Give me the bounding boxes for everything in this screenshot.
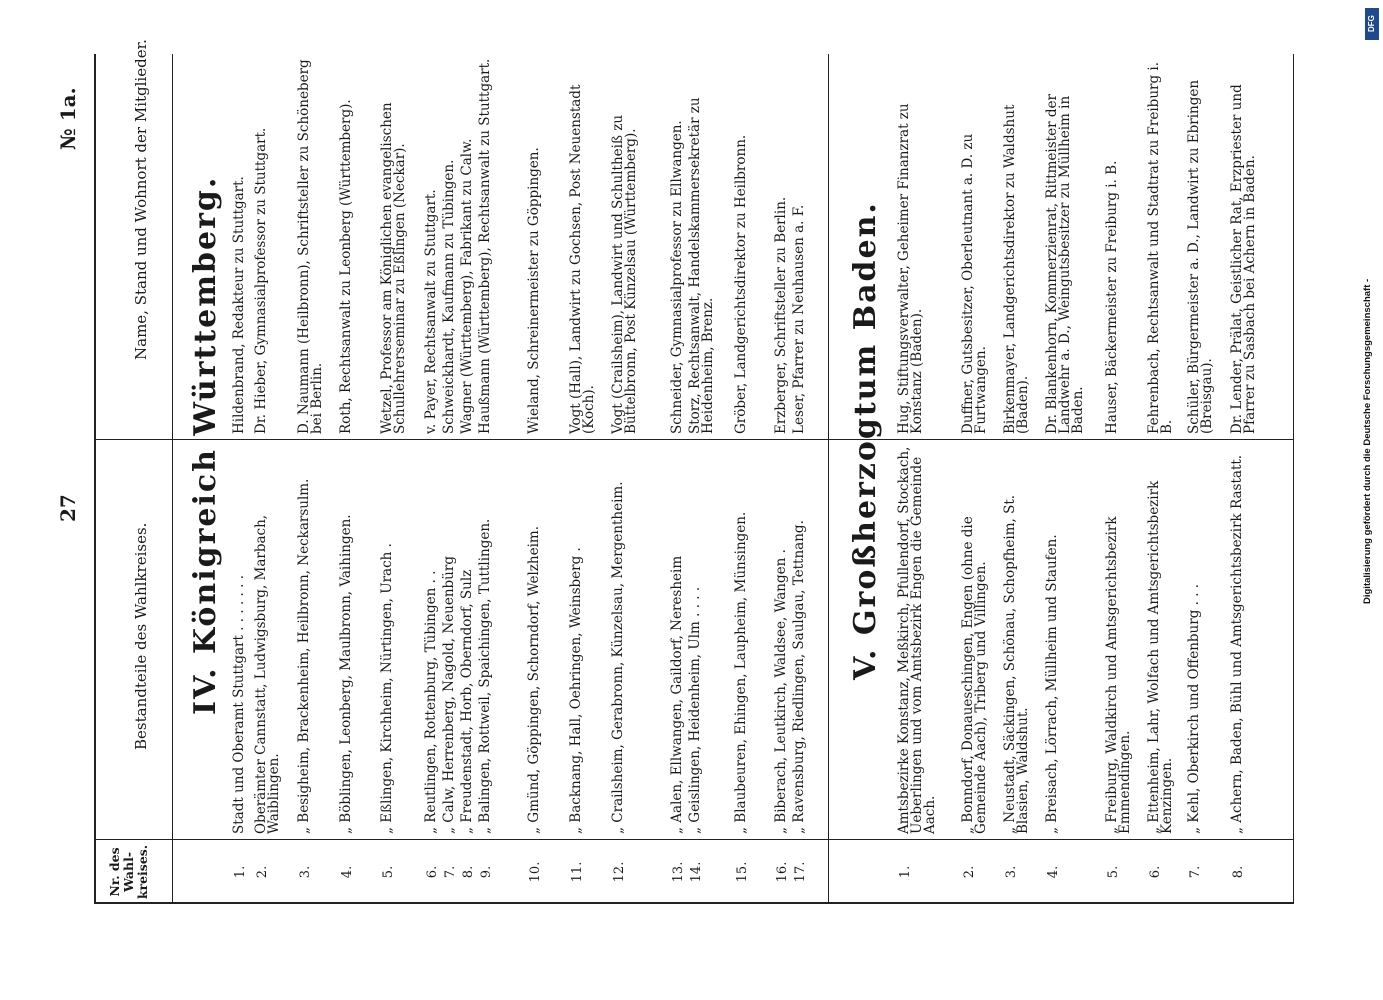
row-number: 8. [1231, 865, 1246, 879]
district-cell: „ Freiburg, Waldkirch und Amtsgerichtsbezirk Emmendingen. [1104, 516, 1133, 834]
district-cell: „ Kehl, Oberkirch und Offenburg . . . [1186, 583, 1202, 834]
member-cell: Vogt (Hall), Landwirt zu Gochsen, Post Neuenstadt (Koch). [568, 84, 597, 434]
col-header-nr: Nr. des Wahl-kreises. [107, 844, 150, 900]
col-sep-1 [94, 839, 1294, 840]
district-cell: „ Calw, Herrenberg, Nagold, Neuenbürg [441, 556, 457, 834]
district-cell: „ Bonndorf, Donaueschingen, Engen (ohne die Gemeinde Aach), Triberg und Villingen. [960, 516, 989, 834]
district-cell: „ Geislingen, Heidenheim, Ulm . . . . [687, 586, 703, 834]
member-cell: v. Payer, Rechtsanwalt zu Stuttgart. [423, 189, 439, 434]
district-cell: „ Freudenstadt, Horb, Oberndorf, Sulz [459, 569, 475, 834]
district-cell: „ Biberach, Leutkirch, Waldsee, Wangen . [773, 549, 789, 834]
issue-number: № 1a. [56, 87, 80, 150]
district-cell: „ Aalen, Ellwangen, Gaildorf, Neresheim [669, 555, 685, 834]
section-title-wuerttemberg: IV. Königreich Württemberg. [188, 175, 223, 715]
member-cell: D. Naumann (Heilbronn), Schriftsteller zu Schöneberg bei Berlin. [296, 59, 325, 434]
col-header-bestandteile: Bestandteile des Wahlkreises. [132, 522, 150, 750]
member-cell: Birkenmayer, Landgerichtsdirektor zu Waldshut (Baden). [1002, 104, 1031, 434]
row-number: 1. [233, 865, 248, 879]
member-cell: Wetzel, Professor am Königlichen evangelischen Schullehrerseminar zu Eßlingen (Neckar). [379, 102, 408, 434]
district-cell: „ Eßlingen, Kirchheim, Nürtingen, Urach . [379, 543, 395, 834]
section-separator [828, 54, 829, 904]
row-number: 6. [1148, 865, 1163, 879]
member-cell: Haußmann (Württemberg), Rechtsanwalt zu Stuttgart. [477, 58, 493, 434]
district-cell: „ Reutlingen, Rottenburg, Tübingen . . [423, 570, 439, 834]
row-number: 3. [298, 865, 313, 879]
row-number: 2. [962, 865, 977, 879]
member-cell: Erzberger, Schriftsteller zu Berlin. [773, 196, 789, 434]
member-cell: Wagner (Württemberg), Fabrikant zu Calw. [459, 138, 475, 434]
row-number: 2. [255, 865, 270, 879]
top-rule [94, 54, 96, 904]
row-number: 13. [671, 861, 686, 883]
district-cell: „ Blaubeuren, Ehingen, Laupheim, Münsingen. [733, 511, 749, 834]
row-number: 11. [570, 861, 585, 883]
row-number: 4. [340, 865, 355, 879]
member-cell: Dr. Lender, Prälat, Geistlicher Rat, Erzpriester und Pfarrer zu Sasbach bei Achern in Baden. [1229, 84, 1258, 434]
member-cell: Schneider, Gymnasialprofessor zu Ellwangen. [669, 120, 685, 434]
section-title-baden: V. Großherzogtum Baden. [848, 201, 883, 680]
row-number: 12. [612, 861, 627, 883]
row-number: 10. [528, 861, 543, 883]
district-cell: „ Achern, Baden, Bühl und Amtsgerichtsbezirk Rastatt. [1229, 454, 1245, 834]
row-number: 17. [793, 861, 808, 883]
member-cell: Dr. Hieber, Gymnasialprofessor zu Stuttgart. [253, 127, 269, 434]
row-number: 5. [1106, 865, 1121, 879]
row-number: 9. [479, 865, 494, 879]
member-cell: Storz, Rechtsanwalt, Handelskammersekretär zu Heidenheim, Brenz. [687, 97, 716, 434]
row-number: 3. [1004, 865, 1019, 879]
member-cell: Gröber, Landgerichtsdirektor zu Heilbronn. [733, 134, 749, 434]
district-cell: Oberämter Cannstatt, Ludwigsburg, Marbach, Waiblingen. [253, 514, 282, 834]
member-cell: Dr. Blankenhorn, Kommerzienrat, Rittmeister der Landwehr a. D., Weingutsbesitzer zu Müllheim in Baden. [1044, 94, 1086, 434]
district-cell: „ Backnang, Hall, Oehringen, Weinsberg . [568, 547, 584, 834]
row-number: 14. [689, 861, 704, 883]
member-cell: Schüler, Bürgermeister a. D., Landwirt zu Ebringen (Breisgau). [1186, 79, 1215, 434]
page-number: 27 [56, 494, 80, 522]
row-number: 5. [381, 865, 396, 879]
col-sep-2 [94, 439, 1294, 440]
district-cell: „ Ettenheim, Lahr, Wolfach und Amtsgerichtsbezirk Kenzingen. [1146, 480, 1175, 834]
header-rule [172, 54, 173, 904]
member-cell: Hauser, Bäckermeister zu Freiburg i. B. [1104, 160, 1120, 434]
district-cell: „ Balingen, Rottweil, Spaichingen, Tuttlingen. [477, 518, 493, 834]
row-number: 8. [461, 865, 476, 879]
member-cell: Hug, Stiftungsverwalter, Geheimer Finanzrat zu Konstanz (Baden). [896, 103, 925, 434]
member-cell: Fehrenbach, Rechtsanwalt und Stadtrat zu Freiburg i. B. [1146, 61, 1175, 434]
district-cell: Stadt und Oberamt Stuttgart . . . . . . . [231, 575, 247, 834]
row-number: 7. [443, 865, 458, 879]
row-number: 16. [775, 861, 790, 883]
member-cell: Vogt (Crailsheim), Landwirt und Schultheiß zu Büttelbronn, Post Künzelsau (Württemberg). [610, 114, 639, 434]
row-number: 15. [735, 861, 750, 883]
district-cell: „ Besigheim, Brackenheim, Heilbronn, Neckarsulm. [296, 478, 312, 834]
row-number: 1. [898, 865, 913, 879]
district-cell: „ Gmünd, Göppingen, Schorndorf, Welzheim. [526, 526, 542, 834]
member-cell: Roth, Rechtsanwalt zu Leonberg (Württemberg). [338, 99, 354, 434]
member-cell: Leser, Pfarrer zu Neuhausen a. F. [791, 204, 807, 434]
member-cell: Wieland, Schreinermeister zu Göppingen. [526, 147, 542, 434]
row-number: 4. [1046, 865, 1061, 879]
col-header-name: Name, Stand und Wohnort der Mitglieder. [132, 39, 150, 360]
digitization-note: Digitalisierung gefördert durch die Deutsche Forschungsgemeinschaft - [1362, 278, 1373, 604]
row-number: 7. [1188, 865, 1203, 879]
member-cell: Schweickhardt, Kaufmann zu Tübingen. [441, 159, 457, 434]
district-cell: „ Böblingen, Leonberg, Maulbronn, Vaihingen. [338, 514, 354, 834]
district-cell: Amtsbezirke Konstanz, Meßkirch, Pfullendorf, Stockach, Ueberlingen und vom Amtsbezirk Engen die Gemeinde Aach. [896, 446, 938, 834]
district-cell: „ Neustadt, Säckingen, Schönau, Schopfheim, St. Blasien, Waldshut. [1002, 494, 1031, 834]
district-cell: „ Breisach, Lörrach, Müllheim und Staufen. [1044, 534, 1060, 834]
bottom-rule [1293, 54, 1294, 904]
left-rule [94, 902, 1294, 904]
row-number: 6. [425, 865, 440, 879]
dfg-logo: DFG [1365, 8, 1379, 40]
district-cell: „ Ravensburg, Riedlingen, Saulgau, Tettnang. [791, 520, 807, 834]
member-cell: Duffner, Gutsbesitzer, Oberleutnant a. D. zu Furtwangen. [960, 133, 989, 434]
district-cell: „ Crailsheim, Gerabronn, Künzelsau, Mergentheim. [610, 481, 626, 834]
member-cell: Hildenbrand, Redakteur zu Stuttgart. [231, 176, 247, 434]
